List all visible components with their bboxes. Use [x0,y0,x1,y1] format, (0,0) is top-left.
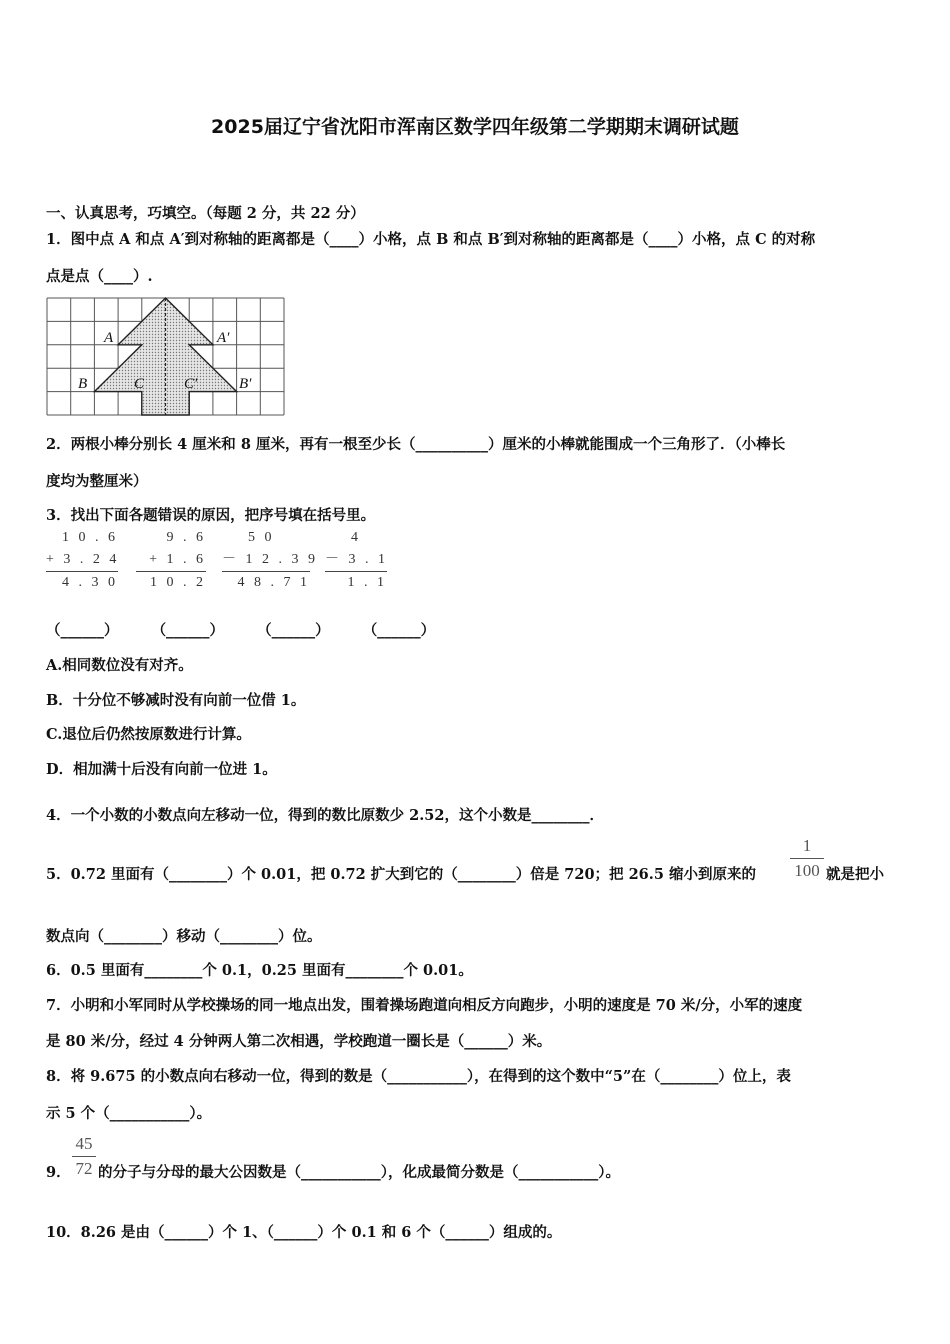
fraction-numerator: 1 [802,836,812,855]
fraction-denominator: 72 [75,1159,93,1178]
fraction-45-72 [72,1134,96,1179]
question-8-line-2: 示 5 个（___________）。 [46,1105,212,1122]
fraction-one-hundredth [790,836,824,881]
label-a: A [104,330,114,346]
option-d: D．相加满十后没有向前一位进 1。 [46,761,277,778]
label-c: C [134,376,145,392]
calc-4 [325,527,387,594]
option-a: A.相同数位没有对齐。 [46,657,193,674]
label-c-prime: C′ [184,376,198,392]
calc-4-top: 4 [351,530,361,545]
question-6: 6．0.5 里面有________个 0.1，0.25 里面有________个 0.01。 [46,962,473,979]
label-b: B [78,376,88,392]
question-5-text: 5．0.72 里面有（________）个 0.01，把 0.72 扩大到它的（________）倍是 720；把 26.5 缩小到原来的 [46,866,756,883]
question-3-line-1: 3．找出下面各题错误的原因，把序号填在括号里。 [46,507,376,524]
question-5-tail: 就是把小 [826,866,884,883]
question-2-line-1: 2．两根小棒分别长 4 厘米和 8 厘米，再有一根至少长（__________）厘米的小棒就能围成一个三角形了．（小棒长 [46,436,786,453]
answer-blank-1[interactable]: （______） [46,622,119,639]
question-3-blanks [46,619,463,640]
calc-3-result: 4 8 . 7 1 [222,571,310,594]
question-10: 10．8.26 是由（______）个 1、（______）个 0.1 和 6 个（______）组成的。 [46,1224,562,1241]
calc-3-operand: － 1 2 . 3 9 [222,552,318,567]
calc-1-operand: + 3 . 2 4 [46,552,120,567]
label-b-prime: B′ [239,376,252,392]
question-2-line-2: 度均为整厘米） [46,473,148,490]
question-5-line-2: 数点向（________）移动（________）位。 [46,928,322,945]
question-8-line-1: 8．将 9.675 的小数点向右移动一位，得到的数是（___________），在得到的这个数中“5”在（________）位上，表 [46,1068,791,1085]
calc-2-result: 1 0 . 2 [136,571,206,594]
question-9-prefix: 9． [46,1164,71,1181]
option-b: B．十分位不够减时没有向前一位借 1。 [46,692,306,709]
calc-2-operand: + 1 . 6 [149,552,206,567]
calc-3-top: 5 0 [248,530,275,545]
calc-2 [136,527,206,594]
calc-4-result: 1 . 1 [325,571,387,594]
symmetry-tree-figure [46,297,286,417]
calc-2-top: 9 . 6 [166,530,206,545]
calc-1 [46,527,118,594]
label-a-prime: A′ [217,330,230,346]
answer-blank-2[interactable]: （______） [151,622,225,639]
fraction-numerator: 45 [75,1134,93,1153]
answer-blank-3[interactable]: （______） [257,622,330,639]
question-1-line-1: 1．图中点 A 和点 A′到对称轴的距离都是（____）小格，点 B 和点 B′到对称轴的距离都是（____）小格，点 C 的对称 [46,231,816,248]
calc-3 [222,527,318,594]
calc-4-operand: － 3 . 1 [325,552,388,567]
calc-1-top: 1 0 . 6 [62,530,118,545]
calc-1-result: 4 . 3 0 [46,571,118,594]
question-7-line-2: 是 80 米/分，经过 4 分钟两人第二次相遇，学校跑道一圈长是（______）米。 [46,1033,552,1050]
answer-blank-4[interactable]: （______） [362,622,436,639]
page-title: 2025届辽宁省沈阳市浑南区数学四年级第二学期期末调研试题 [211,116,739,138]
fraction-denominator: 100 [794,861,820,880]
question-5-line-1 [46,863,756,884]
option-c: C.退位后仍然按原数进行计算。 [46,726,251,743]
question-1-line-2: 点是点（____）. [46,268,153,285]
section-heading: 一、认真思考，巧填空。（每题 2 分，共 22 分） [46,205,365,222]
question-7-line-1: 7．小明和小军同时从学校操场的同一地点出发，围着操场跑道向相反方向跑步，小明的速度是 70 米/分，小军的速度 [46,997,803,1014]
question-9-text: 的分子与分母的最大公因数是（___________），化成最简分数是（___________）。 [98,1164,620,1181]
question-4: 4．一个小数的小数点向左移动一位，得到的数比原数少 2.52，这个小数是________． [46,807,604,824]
